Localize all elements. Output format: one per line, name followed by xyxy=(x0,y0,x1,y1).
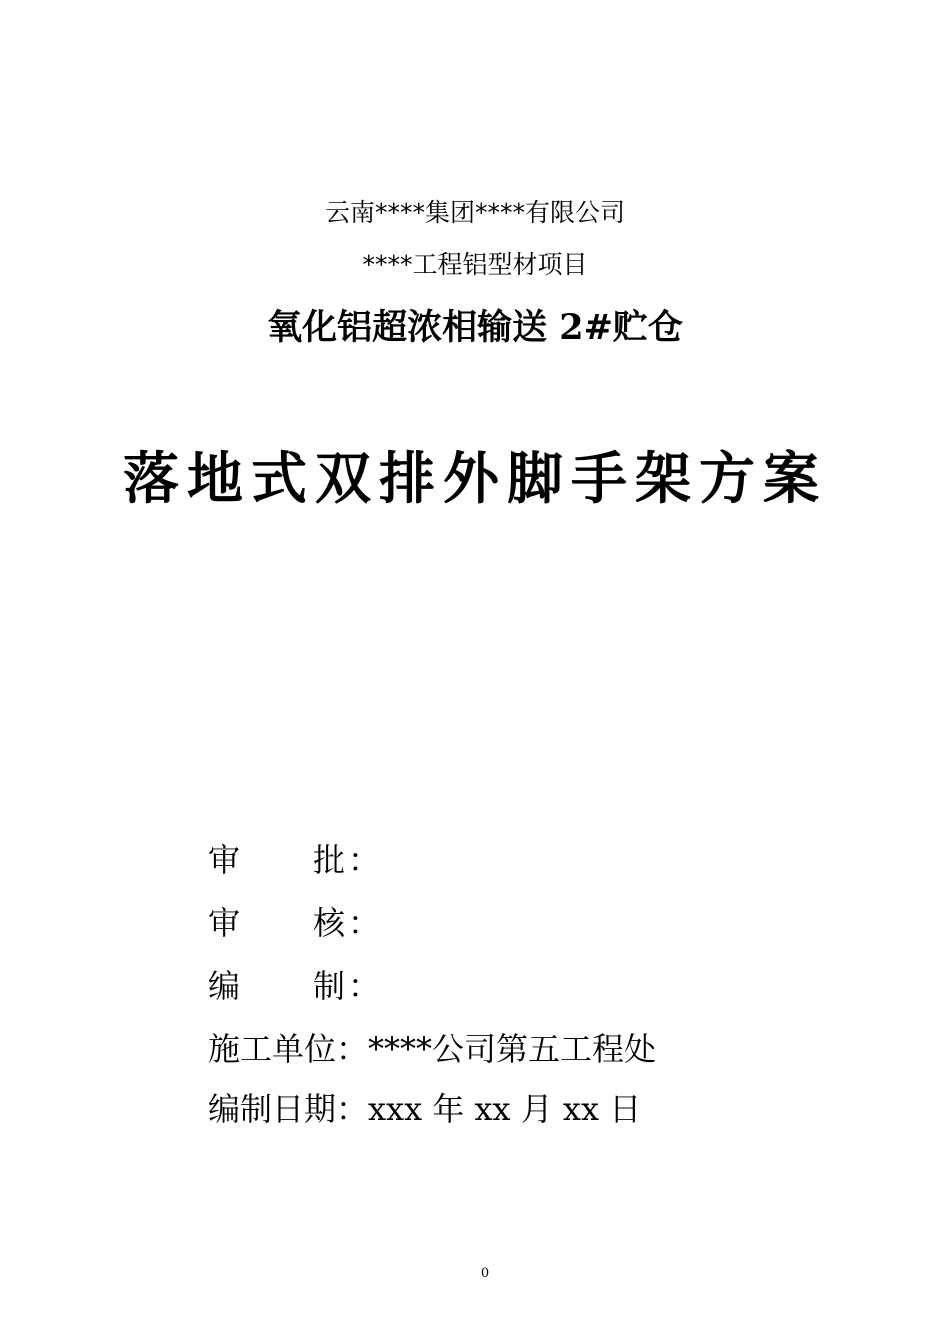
approval-label-second: 批 xyxy=(313,841,346,879)
compile-date: 编制日期：xxx 年 xx 月 xx 日 xyxy=(208,1090,642,1128)
approval-colon: ： xyxy=(348,841,381,879)
project-name: ****工程铝型材项目 xyxy=(362,250,588,279)
review-label-second: 核 xyxy=(313,904,346,942)
company-name: 云南****集团****有限公司 xyxy=(324,198,625,227)
compile-colon: ： xyxy=(348,967,381,1005)
compile-label-first: 编 xyxy=(208,967,241,1005)
approval-label-first: 审 xyxy=(208,841,241,879)
document-subtitle: 氧化铝超浓相输送 2#贮仓 xyxy=(267,307,683,348)
construction-unit: 施工单位：****公司第五工程处 xyxy=(208,1030,657,1068)
compile-label-second: 制 xyxy=(313,967,346,1005)
review-colon: ： xyxy=(348,904,381,942)
compile-row xyxy=(208,964,848,1008)
review-label-first: 审 xyxy=(208,904,241,942)
page-number: 0 xyxy=(480,1266,490,1281)
approval-row xyxy=(208,838,848,882)
review-row xyxy=(208,901,848,945)
document-title: 落地式双排外脚手架方案 xyxy=(123,447,827,512)
